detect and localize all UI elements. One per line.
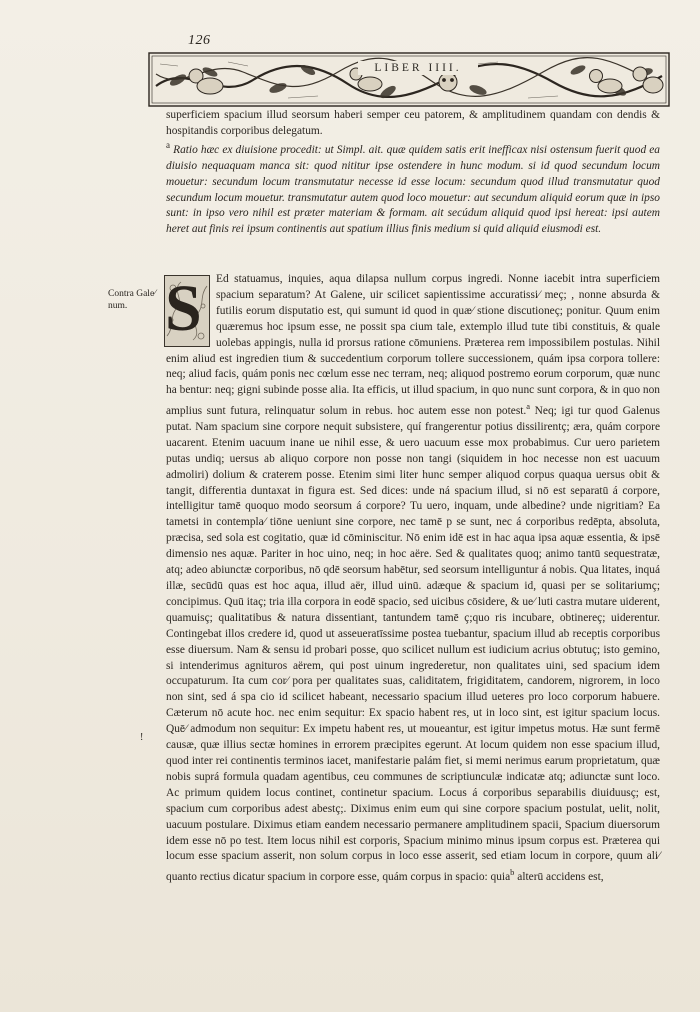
reference-mark-b: b: [510, 867, 515, 878]
page-number: 126: [188, 33, 211, 48]
note-body: Ratio hæc ex diuisione procedit: ut Simpl. ait. quæ quidem satis erit inefficax nisi ostensum fuerit quod ea diuisio nequaquam manca sit: quod nititur ipse ostendere in hunc modum. si id quod secundum locum mouetur: secundum locum transmutatur necesse id esse locum: secundum quod illud transmutatur quod secundum locum mouetur. transmutatur autem quod loco mouetur: aut secundum aliquid eorum quæ in ipso sunt: in ipso vero nihil est præter materiam & formam. ait secúdum aliquid quod ipsi hereat: ipsi autem heret aut finis rei ipsum continentis aut spatium illius finis medium si quid aliquid eiusmodi est.: [166, 143, 660, 236]
running-title: LIBER IIII.: [358, 61, 478, 75]
main-text: [166, 272, 660, 886]
main-text-part-1: Ed statuamus, inquies, aqua dilapsa nullum corpus ingredi. Nonne iacebit intra superficiem spacium separatum? At Galene, uir scilicet sapientissime accuratissi⁄ meç; , nonne absurda & futilis eorum disputatio est, qui sumunt id quod in quæ⁄ stione discutioneç; ponitur. Quum enim quæremus hoc ipsum esse, ne possit spa cium tale, extemplo illud tute tibi constituis, & quale uolebas appingis, nulla id prorsus ratione cōmuniens. Præterea rem impossibilem postulas. Nihil enim aliud est ingredien tium & succedentium corporum tollere successionem, quám ipsa corpora tollere: neq; aliud facis, quám ponis nec cœlum esse nec terram, neq; aliquod postremo eorum corporum, quæ nunc ha bentur: neq; gigni subinde posse alia. Ita efficis, ut illud spacium, in quo nunc sunt corpora, & in quo non amplius sunt futura, relinquatur solum in rebus. hoc autem esse non potest.: [166, 273, 660, 418]
marginal-note: Contra Gale⁄ num.: [108, 289, 156, 311]
commentary-text: [166, 138, 660, 238]
reference-mark-a: a: [526, 401, 531, 412]
margin-mark: !: [140, 732, 144, 743]
main-text-part-2: Neq; igi tur quod Galenus putat. Nam spacium sine corpore nequit subsistere, quí frangerentur potius dissilirentç; æra, quám corpore uacarent. Etenim uacuum inane ue nihil esse, & uero uacuum esse mox probabimus. Cur uero parietem putas undiq; uersus ab aliquo corpore non posse non tangi (siquidem in hoc necesse non est uacuum admoliri) dolium & craterem posse. Etenim simi liter hunc semper aliquod corpus quaqua uersus obit & tangit, differentia duntaxat in figura est. Sed dices: unde ná spacium illud, si nō est separatū á corpore, intelligitur tamē quoquo modo seorsum á corpore? Tu uero, inquam, unde albedine? unde nigritiam? Ea tametsi in contempla⁄ tiōne ueniunt sine corpore, nec tamē p se sunt, nec á corporibus redēpta, absoluta, præcisa, sed sola est cogitatio, quæ id cōminiscitur. Nō enim idē est in hac aqua ipsa aquæ essentia, & ipsē dimensio nes aquæ. Pariter in hoc uino, neq; in hoc aëre. Sed & qualitates quoq; animo tantū sequestratæ, atq; adeo abiunctæ corporibus, nō qdē seorsum habētur, sed seorsum intelliguntur á nobis. Qua litates, inquá illæ, secūdū quas est hoc aqua, illud aër, illud uinū. adæque & spacium id, quasi per se solitariumç; concipimus. Quū itaç; tria illa corpora in eodē spacio, sed uicibus cōsidere, & ue⁄ luti castra mutare uiderent, quamuisç; qualitatibus & natura dissentiant, tantundem tamē ç;quo ris incubare, obtinereç; uiderentur. Contingebat illos credere id, quod ut asseueratīssime postea tuebantur, spacium illud ab receptis corporibus esse diuersum. Nam & sensu id probari posse, quo scilicet nullum est iudicium acrius obtutuç; isto gemino, si intenderimus agnituros aërem, qui post uinum ingrederetur, non qualitates uini, sed spacium idem occupaturum. Ita cum cor⁄ pora per qualitates suas, caliditatem, frigiditatem, candorem, nigrorem, in loco non sint, sed á spa cio id scilicet habeant, necessario spacium illud ueteres pro loco corporum habuere. Cæterum nō acute hoc. nec enim sequitur: Ex spacio habent res, ut in loco sint, est igitur spacium locus. Quē⁄ admodum non sequitur: Ex impetu habent res, ut moueantur, est igitur impetus motus. Hæ sunt fermē causæ, quæ illius sectæ homines in errorem præcipites egerunt. At locum quidem non esse spacium illud, quod inter rei continentis terminos iacet, manifestarie palám fiet, si memi nerimus earum proprietatum, quæ nobis suprá formula quadam agentibus, ceu communes de scriptiunculæ indicatæ atq; adiunctæ sunt loco. Ac primum quidem locus continet, continetur spacium. Locus á corporibus separabilis diuiduusç; est, spacium cum corporibus adest abestç;. Diximus enim eum qui sine corpore spacium postulat, uelit, nolit, uacuum postulare. Diximus etiam eandem necessario permanere amplitudinem spacii, Spacium diuersorum idem esse nō po test. Item locus nihil est corporis, Spacium minimo minus ipsum corpus est. Præterea qui locum esse spacium asserit, non solum corpus in loco esse asserit, sed etiam locum in corpore, quum ali⁄ quanto rectius dicatur spacium in corpore esse, quám corpus in spacio: quia: [166, 405, 660, 884]
drop-cap-letter: S: [165, 275, 202, 345]
commentary-note: [166, 138, 660, 238]
intro-text: superficiem spacium illud seorsum haberi semper ceu patorem, & amplitudinem quandam con dendis & hospitandis corporibus delegatum.: [166, 109, 660, 137]
intro-paragraph: [166, 108, 660, 140]
main-text-part-3: alterū accidens est,: [517, 871, 604, 884]
drop-cap: [164, 275, 210, 347]
main-paragraph: [166, 272, 660, 886]
note-mark: a: [166, 140, 170, 150]
